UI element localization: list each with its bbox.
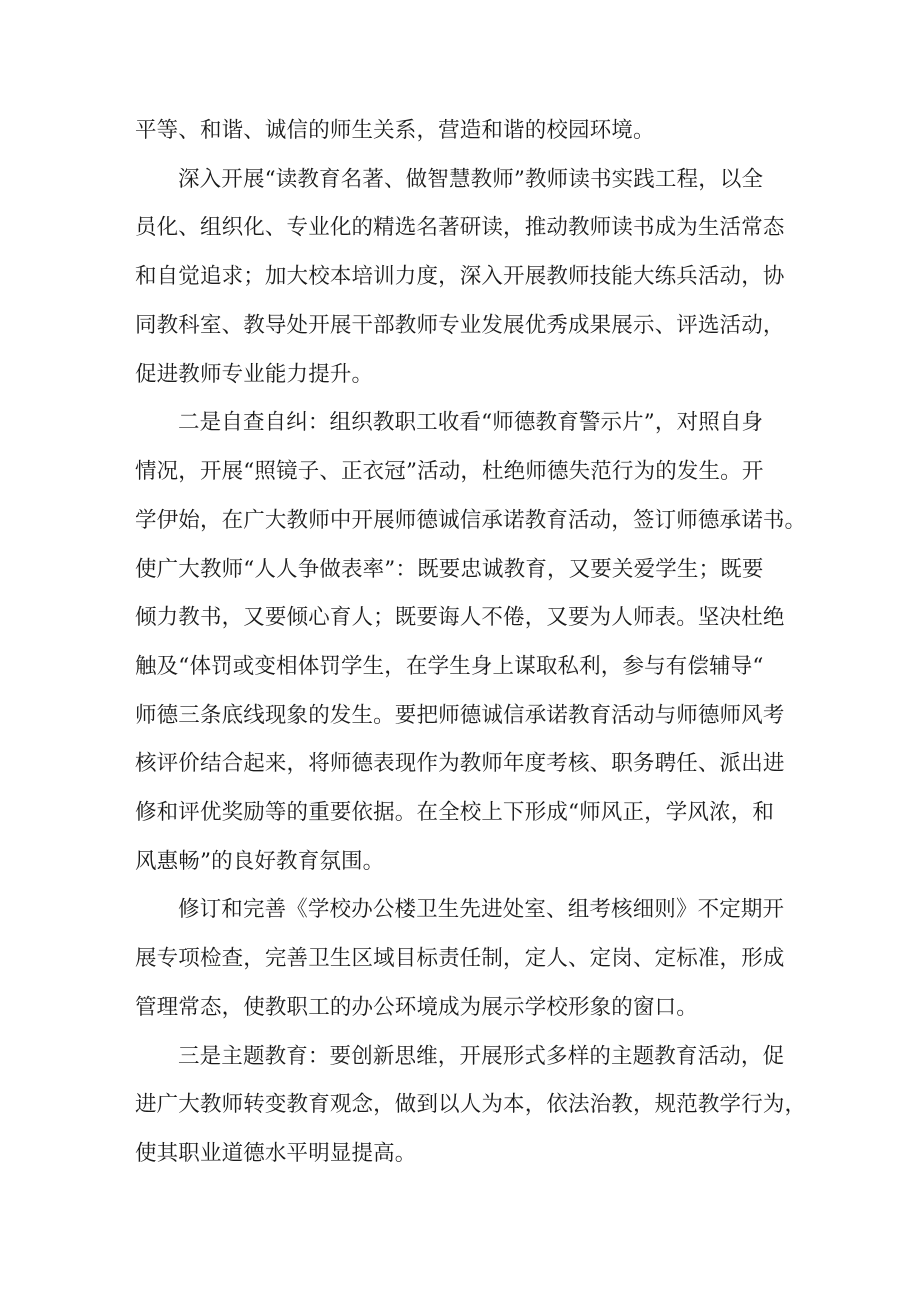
text-line: 和自觉追求；加大校本培训力度，深入开展教师技能大练兵活动，协 bbox=[135, 264, 785, 289]
paragraph-first-line: 二是自查自纠：组织教职工收看“师德教育警示片”，对照自身 bbox=[178, 410, 764, 435]
paragraph-first-line: 修订和完善《学校办公楼卫生先进处室、组考核细则》不定期开 bbox=[178, 897, 785, 922]
text-line: 管理常态，使教职工的办公环境成为展示学校形象的窗口。 bbox=[135, 995, 698, 1020]
text-line: 倾力教书，又要倾心育人；既要诲人不倦，又要为人师表。坚决杜绝 bbox=[135, 605, 785, 630]
text-line: 情况，开展“照镜子、正衣冠”活动，杜绝师德失范行为的发生。开 bbox=[135, 459, 764, 484]
text-line: 触及“体罚或变相体罚学生，在学生身上谋取私利，参与有偿辅导“ bbox=[135, 654, 764, 679]
text-line: 师德三条底线现象的发生。要把师德诚信承诺教育活动与师德师风考 bbox=[135, 703, 785, 728]
text-line: 同教科室、教导处开展干部教师专业发展优秀成果展示、评选活动， bbox=[135, 313, 785, 338]
paragraph-first-line: 深入开展“读教育名著、做智慧教师”教师读书实践工程，以全 bbox=[178, 167, 764, 192]
text-line: 修和评优奖励等的重要依据。在全校上下形成“师风正，学风浓，和 bbox=[135, 800, 774, 825]
text-line: 使广大教师“人人争做表率”：既要忠诚教育，又要关爱学生；既要 bbox=[135, 557, 764, 582]
text-line: 风惠畅”的良好教育氛围。 bbox=[135, 849, 385, 874]
text-line: 员化、组织化、专业化的精选名著研读，推动教师读书成为生活常态 bbox=[135, 215, 785, 240]
text-line: 进广大教师转变教育观念，做到以人为本，依法治教，规范教学行为， bbox=[135, 1092, 807, 1117]
text-line: 促进教师专业能力提升。 bbox=[135, 362, 374, 387]
text-line: 展专项检查，完善卫生区域目标责任制，定人、定岗、定标准，形成 bbox=[135, 946, 785, 971]
text-line: 平等、和谐、诚信的师生关系，营造和谐的校园环境。 bbox=[135, 118, 655, 143]
text-line: 学伊始，在广大教师中开展师德诚信承诺教育活动，签订师德承诺书。 bbox=[135, 508, 807, 533]
paragraph-first-line: 三是主题教育：要创新思维，开展形式多样的主题教育活动，促 bbox=[178, 1044, 785, 1069]
text-line: 使其职业道德水平明显提高。 bbox=[135, 1141, 417, 1166]
text-line: 核评价结合起来，将师德表现作为教师年度考核、职务聘任、派出进 bbox=[135, 751, 785, 776]
